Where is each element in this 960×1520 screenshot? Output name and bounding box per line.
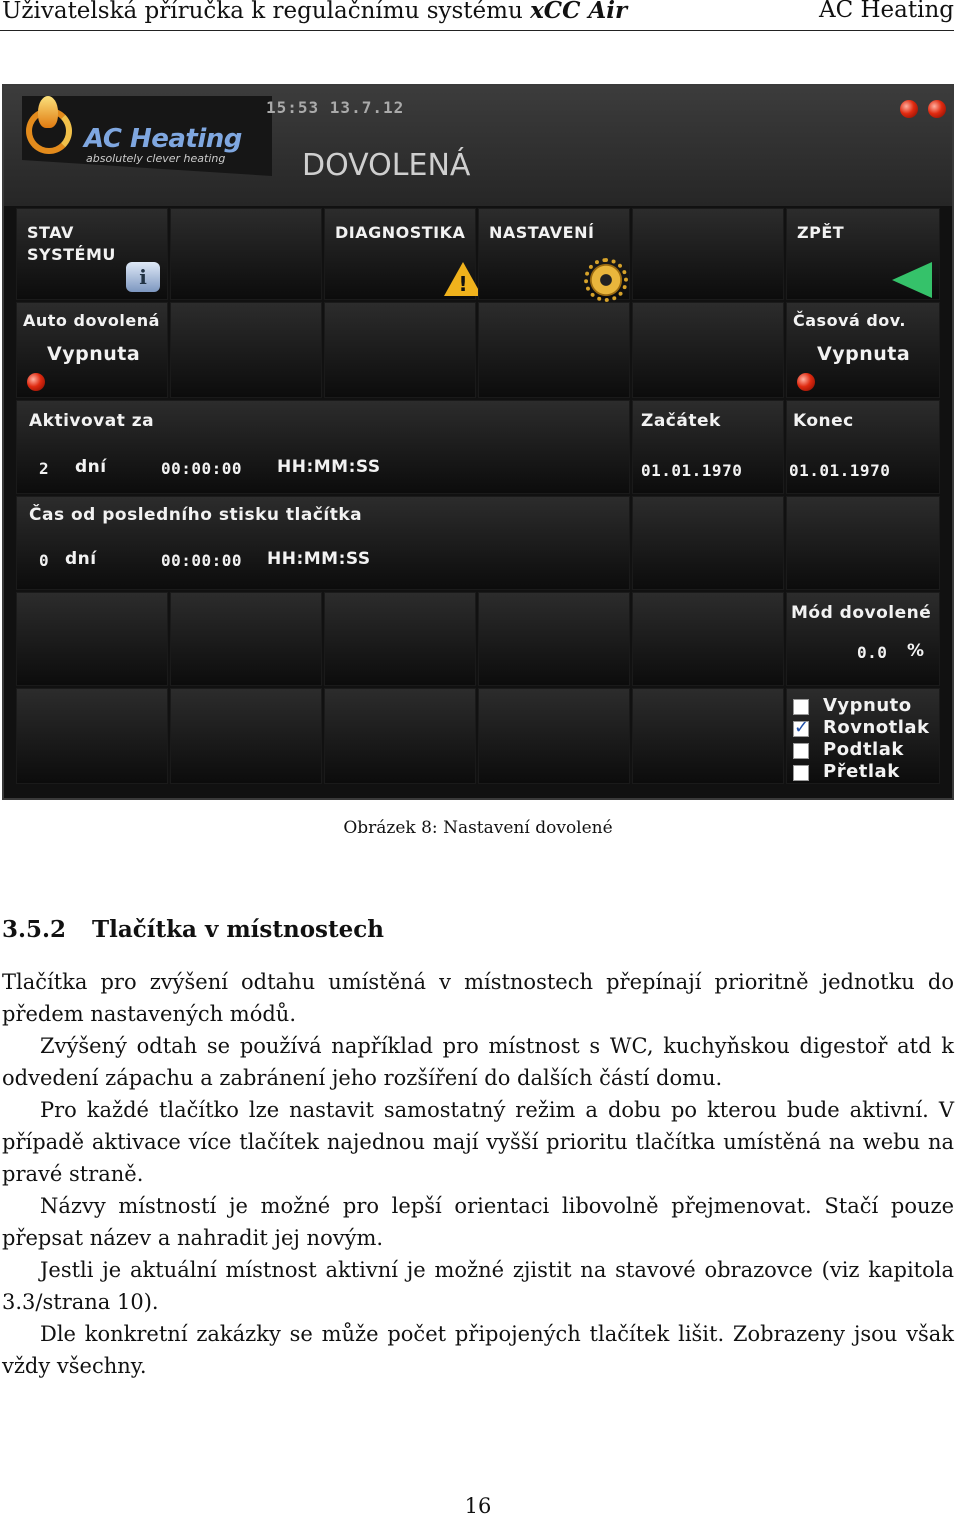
paragraph: Pro každé tlačítko lze nastavit samostatný režim a dobu po kterou bude aktivní. V případě aktivace více tlačítek najednou mají vyšší prioritu tlačítka umístěná na webu na pravé straně. xyxy=(2,1098,954,1186)
nav-diagnostika-label: DIAGNOSTIKA xyxy=(335,223,466,242)
header-left xyxy=(2,0,627,24)
cas-od-time-format: HH:MM:SS xyxy=(267,549,371,569)
konec-value[interactable]: 01.01.1970 xyxy=(789,461,891,480)
zacatek-cell[interactable] xyxy=(632,400,784,494)
screen-title: DOVOLENÁ xyxy=(302,148,471,183)
running-header xyxy=(0,0,954,31)
konec-label: Konec xyxy=(793,411,854,431)
empty-cell xyxy=(324,688,476,784)
nav-zpet-label: ZPĚT xyxy=(797,223,845,242)
empty-cell xyxy=(632,688,784,784)
empty-cell xyxy=(16,688,168,784)
casova-dov-label: Časová dov. xyxy=(793,311,906,330)
aktivovat-label: Aktivovat za xyxy=(29,411,155,431)
option-vypnuto-checkbox[interactable] xyxy=(793,699,809,715)
device-screenshot xyxy=(2,84,954,800)
auto-dovolena-label: Auto dovolená xyxy=(23,311,160,330)
aktivovat-time-format: HH:MM:SS xyxy=(277,457,381,477)
konec-cell[interactable] xyxy=(786,400,940,494)
empty-cell xyxy=(324,592,476,686)
empty-cell xyxy=(632,302,784,398)
header-right: AC Heating xyxy=(818,0,954,23)
option-rovnotlak-checkbox[interactable]: ✓ xyxy=(794,717,810,738)
mod-dovolene-cell[interactable] xyxy=(786,592,940,686)
paragraph: Tlačítka pro zvýšení odtahu umístěná v místnostech přepínají prioritně jednotku do předem nastavených módů. xyxy=(2,970,954,1026)
section-number: 3.5.2 xyxy=(2,916,67,943)
aktivovat-days[interactable]: 2 xyxy=(39,459,50,478)
empty-cell xyxy=(170,688,322,784)
casova-dov-value: Vypnuta xyxy=(817,343,911,365)
clock: 15:53 13.7.12 xyxy=(266,98,405,117)
aktivovat-days-unit: dní xyxy=(75,457,107,477)
nav-stav-label-1: STAV xyxy=(27,223,74,242)
empty-cell xyxy=(170,302,322,398)
figure-caption: Obrázek 8: Nastavení dovolené xyxy=(343,818,613,838)
aktivovat-cell[interactable] xyxy=(16,400,630,494)
empty-cell xyxy=(478,302,630,398)
mode-options-cell xyxy=(786,688,940,784)
body-text xyxy=(2,966,954,1382)
empty-cell xyxy=(170,208,322,300)
cas-od-days: 0 xyxy=(39,551,50,570)
paragraph: Dle konkretní zakázky se může počet připojených tlačítek lišit. Zobrazeny jsou však vždy všechny. xyxy=(2,1322,954,1378)
status-led-icon xyxy=(900,100,918,118)
empty-cell xyxy=(324,302,476,398)
logo-tagline: absolutely clever heating xyxy=(86,152,226,165)
empty-cell xyxy=(478,688,630,784)
empty-cell xyxy=(478,592,630,686)
cas-od-label: Čas od posledního stisku tlačítka xyxy=(29,505,363,525)
nav-stav-label-2: SYSTÉMU xyxy=(27,245,116,264)
status-led-icon xyxy=(928,100,946,118)
section-heading xyxy=(2,916,384,943)
header-left-text: Uživatelská příručka k regulačnímu systému xyxy=(2,0,531,24)
cas-od-time: 00:00:00 xyxy=(161,551,243,570)
option-podtlak-checkbox[interactable] xyxy=(793,743,809,759)
zacatek-label: Začátek xyxy=(641,411,721,431)
page-number: 16 xyxy=(464,1494,492,1518)
empty-cell xyxy=(170,592,322,686)
casova-dov-cell[interactable] xyxy=(786,302,940,398)
auto-dovolena-cell[interactable] xyxy=(16,302,168,398)
status-led-icon xyxy=(27,373,45,391)
empty-cell xyxy=(786,496,940,590)
warning-mark: ! xyxy=(458,272,468,296)
mod-dovolene-value[interactable]: 0.0 xyxy=(857,643,888,662)
logo-brand: AC Heating xyxy=(84,124,242,154)
option-pretlak-label: Přetlak xyxy=(823,761,900,782)
auto-dovolena-value: Vypnuta xyxy=(47,343,141,365)
option-podtlak-label: Podtlak xyxy=(823,739,904,760)
mod-dovolene-unit: % xyxy=(907,641,925,661)
cas-od-cell xyxy=(16,496,630,590)
back-arrow-icon[interactable] xyxy=(892,262,932,298)
section-title: Tlačítka v místnostech xyxy=(92,916,384,943)
option-vypnuto-label: Vypnuto xyxy=(823,695,912,716)
option-rovnotlak-label: Rovnotlak xyxy=(823,717,930,738)
empty-cell xyxy=(632,592,784,686)
aktivovat-time[interactable]: 00:00:00 xyxy=(161,459,243,478)
paragraph: Zvýšený odtah se používá například pro místnost s WC, kuchyňskou digestoř atd k odvedení zápachu a zabránení jeho rozšíření do dalších částí domu. xyxy=(2,1034,954,1090)
info-icon[interactable]: i xyxy=(126,262,160,292)
header-product: xCC Air xyxy=(530,0,628,24)
status-led-icon xyxy=(797,373,815,391)
zacatek-value[interactable]: 01.01.1970 xyxy=(641,461,743,480)
paragraph: Názvy místností je možné pro lepší orientaci libovolně přejmenovat. Stačí pouze přepsat název a nahradit jej novým. xyxy=(2,1194,954,1250)
paragraph: Jestli je aktuální místnost aktivní je možné zjistit na stavové obrazovce (viz kapitola 3.3/strana 10). xyxy=(2,1258,954,1314)
logo-flame-icon xyxy=(38,96,58,128)
empty-cell xyxy=(632,496,784,590)
option-pretlak-checkbox[interactable] xyxy=(793,765,809,781)
ac-heating-logo xyxy=(22,96,272,176)
nav-nastaveni-label: NASTAVENÍ xyxy=(489,223,595,242)
cas-od-days-unit: dní xyxy=(65,549,97,569)
empty-cell xyxy=(632,208,784,300)
empty-cell xyxy=(16,592,168,686)
gear-icon-core xyxy=(588,262,624,298)
mod-dovolene-label: Mód dovolené xyxy=(791,603,932,623)
